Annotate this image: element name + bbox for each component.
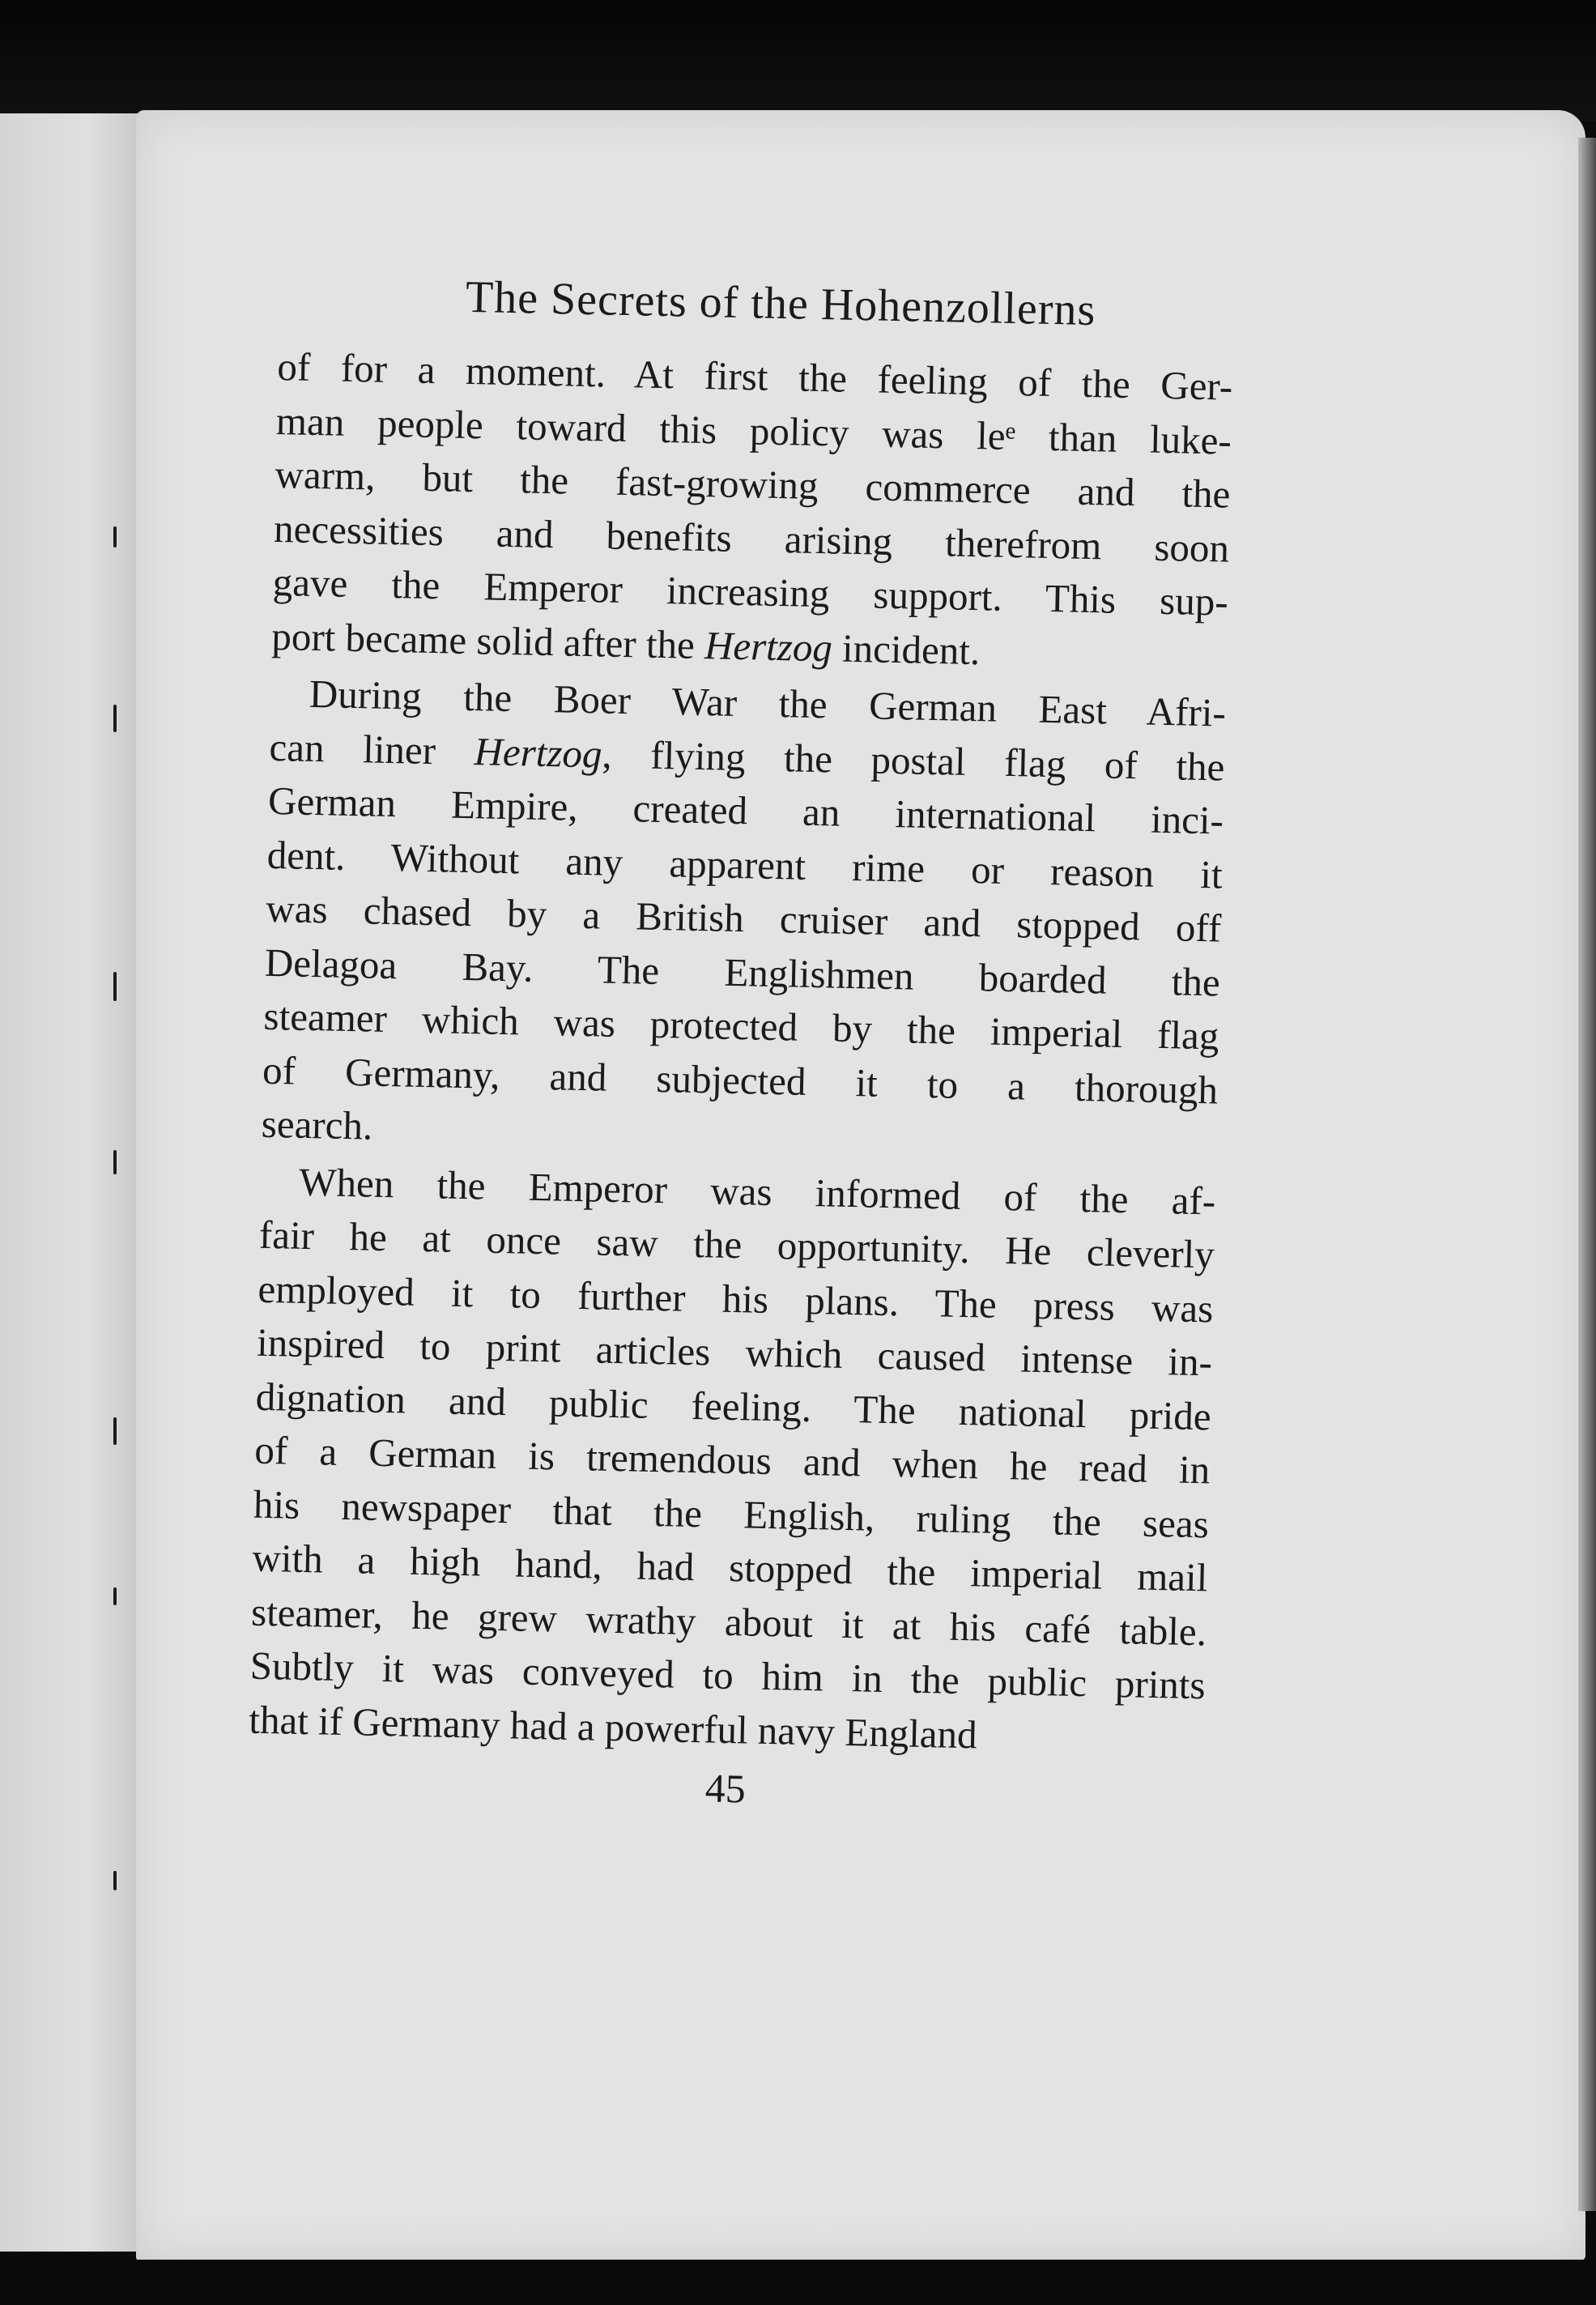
text-line: that if Germany had a powerful navy England — [248, 1697, 978, 1757]
text-line: can liner Hertzog, flying the postal flag of the — [269, 724, 1225, 790]
text-line: Subtly it was conveyed to him in the public prints — [249, 1642, 1207, 1708]
paragraph — [271, 340, 1233, 684]
text-line: warm, but the fast-growing commerce and the — [275, 451, 1231, 517]
binding-mark — [113, 1871, 117, 1890]
running-head: The Secrets of the Hohenzollerns — [465, 271, 1096, 336]
text-line: gave the Emperor increasing support. This sup- — [272, 559, 1229, 624]
text-line: necessities and benefits arising therefrom soon — [273, 505, 1230, 571]
text-line: steamer, he grew wrathy about it at his café table. — [250, 1589, 1207, 1654]
page-right-edge — [1578, 138, 1596, 2211]
text-line: his newspaper that the English, ruling the seas — [253, 1481, 1210, 1546]
text-line: of Germany, and subjected it to a thorough — [262, 1047, 1219, 1112]
text-line: man people toward this policy was leᵉ than luke- — [275, 398, 1232, 463]
paragraph — [261, 667, 1226, 1171]
text-line: of for a moment. At first the feeling of the Ger- — [276, 343, 1233, 409]
text-line: of a German is tremendous and when he read in — [253, 1427, 1211, 1493]
text-line: was chased by a British cruiser and stopped off — [265, 885, 1222, 951]
text-line: dignation and public feeling. The national pride — [255, 1374, 1212, 1438]
text-line: During the Boer War the German East Afri- — [309, 671, 1227, 735]
ship-name: Hertzog — [474, 728, 603, 776]
paragraph — [249, 1154, 1216, 1766]
body-text — [249, 340, 1233, 1766]
scan-top-border — [0, 0, 1596, 121]
binding-mark — [113, 526, 117, 547]
facing-page-edge — [0, 113, 144, 2252]
ship-name: Hertzog — [704, 622, 833, 670]
text-line: employed it to further his plans. The press was — [257, 1266, 1214, 1331]
page-number: 45 — [704, 1765, 747, 1812]
binding-mark — [113, 705, 117, 732]
binding-mark — [113, 1150, 117, 1174]
text-line: dent. Without any apparent rime or reason it — [266, 832, 1224, 897]
text-line: port became solid after the Hertzog incident. — [270, 613, 981, 673]
text-line: Delagoa Bay. The Englishmen boarded the — [264, 939, 1221, 1005]
binding-mark — [113, 1417, 117, 1445]
text-line: steamer which was protected by the imperial flag — [263, 993, 1219, 1059]
text-line: When the Emperor was informed of the af- — [298, 1159, 1216, 1223]
page-text — [247, 267, 1234, 1821]
text-line: with a high hand, had stopped the imperial mail — [252, 1535, 1208, 1600]
scan-bottom-border — [0, 2260, 1596, 2305]
text-line: German Empire, created an international inci- — [267, 778, 1224, 843]
binding-mark — [113, 972, 117, 1001]
text-line: search. — [261, 1101, 373, 1148]
binding-mark — [113, 1587, 117, 1605]
text-line: fair he at once saw the opportunity. He cleverly — [258, 1212, 1215, 1277]
text-line: inspired to print articles which caused intense in- — [256, 1319, 1213, 1385]
